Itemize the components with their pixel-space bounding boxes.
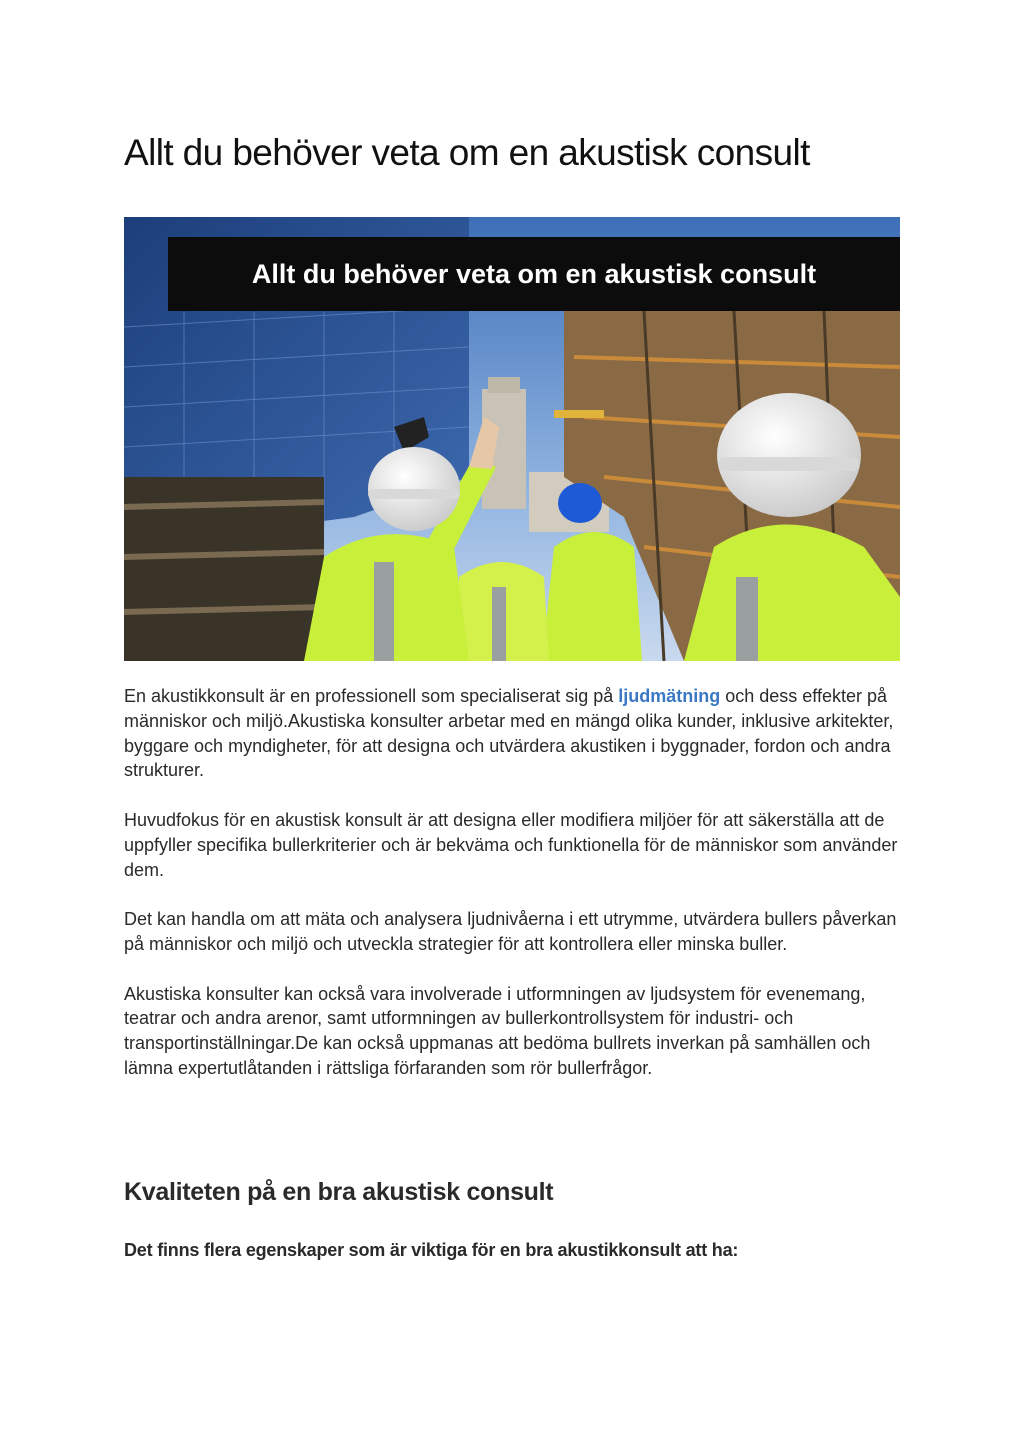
section-intro: Det finns flera egenskaper som är viktiga för en bra akustikkonsult att ha: — [124, 1240, 739, 1260]
page-title: Allt du behöver veta om en akustisk consult — [124, 132, 810, 173]
paragraph: Huvudfokus för en akustisk konsult är att designa eller modifiera miljöer för att säkerställa att de uppfyller specifika bullerkriterier och är bekväma och funktionella för de människor som använder dem. — [124, 809, 898, 880]
paragraph-text: En akustikkonsult är en professionell som specialiserat sig på — [124, 686, 619, 706]
paragraph-text: och dess effekter på människor och miljö.Akustiska konsulter arbetar med en mängd olika kunder, inklusive arkitekter, byggare och myndigheter, för att designa och utvärdera akustiken i byggnader, fordon och andra strukturer. — [124, 686, 894, 781]
hero-image — [124, 217, 900, 661]
section-heading: Kvaliteten på en bra akustisk consult — [124, 1178, 554, 1206]
paragraph: Akustiska konsulter kan också vara involverade i utformningen av ljudsystem för evenemang, teatrar och andra arenor, samt utformningen av bullerkontrollsystem för industri- och transportinställningar.De kan också uppmanas att bedöma bullrets inverkan på samhällen och lämna expertutlåtanden i rättsliga förfaranden som rör bullerfrågor. — [124, 983, 871, 1078]
article-body — [124, 684, 904, 1106]
hero-banner-text: Allt du behöver veta om en akustisk consult — [251, 259, 817, 289]
paragraph: Det kan handla om att mäta och analysera ljudnivåerna i ett utrymme, utvärdera bullers påverkan på människor och miljö och utveckla strategier för att kontrollera eller minska buller. — [124, 909, 897, 954]
ljudmatning-link[interactable]: ljudmätning — [618, 686, 721, 706]
paragraph — [124, 684, 904, 783]
